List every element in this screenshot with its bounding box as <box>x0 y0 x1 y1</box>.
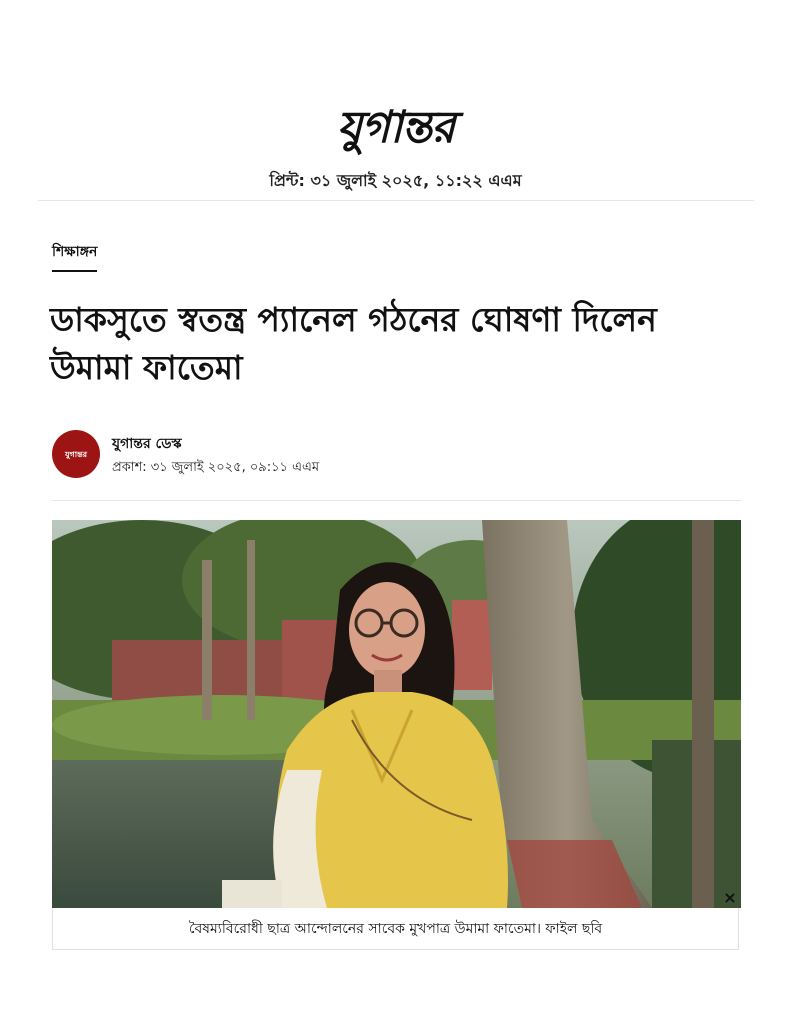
site-logo[interactable]: যুগান্তর <box>336 102 455 153</box>
article-headline: ডাকসুতে স্বতন্ত্র প্যানেল গঠনের ঘোষণা দিলেন উমামা ফাতেমা <box>50 300 657 387</box>
byline <box>52 430 742 480</box>
photo-caption: বৈষম্যবিরোধী ছাত্র আন্দোলনের সাবেক মুখপাত্র উমামা ফাতেমা। ফাইল ছবি <box>52 908 739 950</box>
category-link[interactable]: শিক্ষাঙ্গন <box>52 240 97 272</box>
header-divider <box>38 200 754 201</box>
author-avatar[interactable]: যুগান্তর <box>52 430 100 478</box>
close-icon[interactable]: × <box>723 888 737 907</box>
author-name[interactable]: যুগান্তর ডেস্ক <box>112 436 182 452</box>
published-date: প্রকাশ: ৩১ জুলাই ২০২৫, ০৯:১১ এএম <box>112 460 320 475</box>
byline-divider <box>52 500 742 501</box>
site-logo-wrap[interactable] <box>0 100 791 156</box>
photo-illustration <box>52 520 741 908</box>
print-date: প্রিন্ট: ৩১ জুলাই ২০২৫, ১১:২২ এএম <box>269 171 522 190</box>
article-photo <box>52 520 741 908</box>
